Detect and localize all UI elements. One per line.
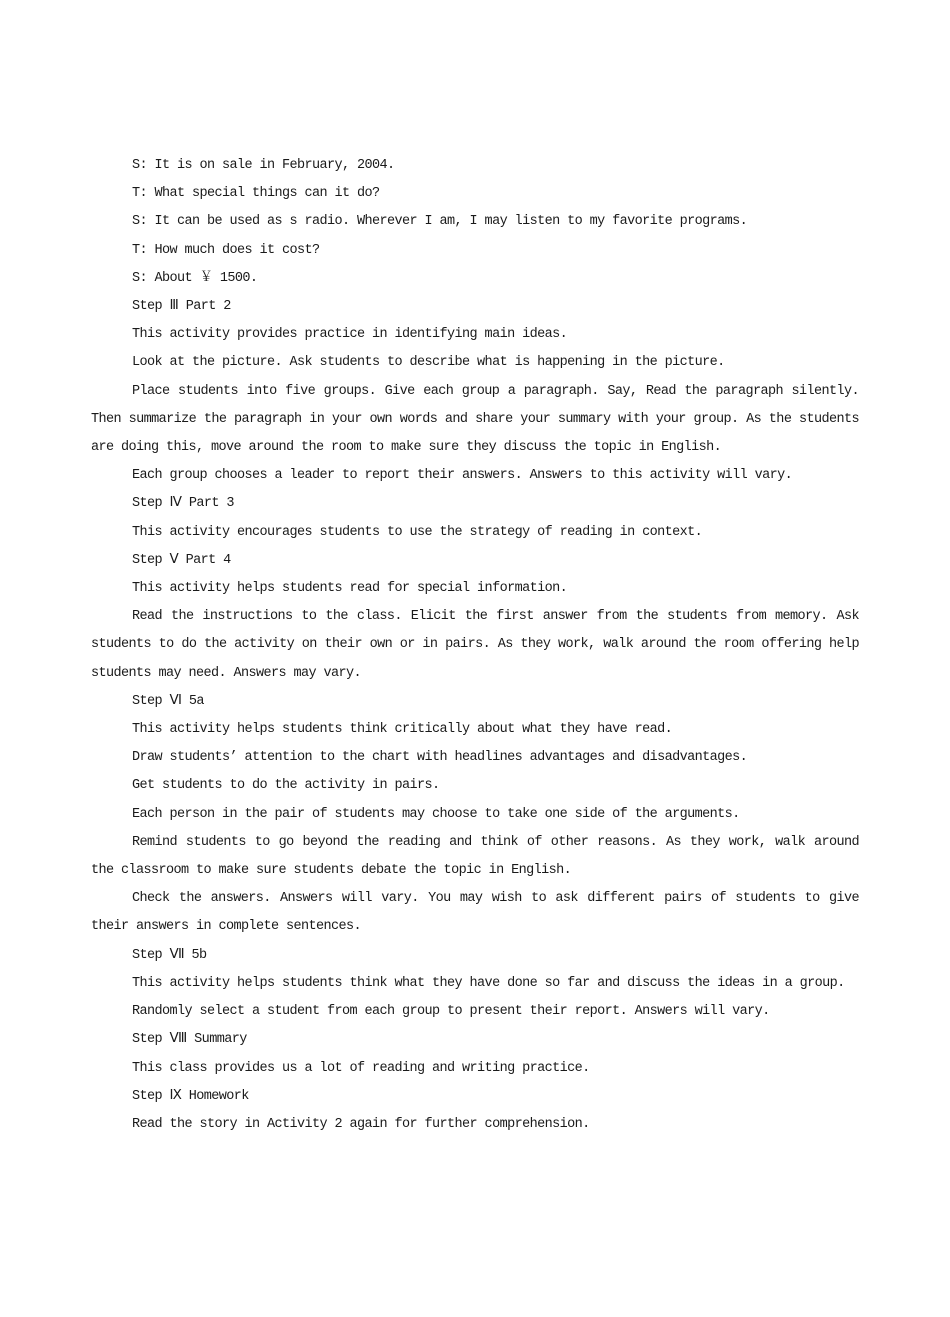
paragraph: T: What special things can it do? bbox=[132, 186, 380, 202]
step-heading: Step Ⅸ Homework bbox=[132, 1088, 249, 1104]
paragraph: This activity helps students read for special information. bbox=[132, 581, 568, 597]
step-heading: Step Ⅲ Part 2 bbox=[132, 299, 231, 315]
paragraph: S: It can be used as s radio. Wherever I am, I may listen to my favorite programs. bbox=[132, 214, 748, 230]
step-heading: Step Ⅳ Part 3 bbox=[132, 496, 234, 512]
paragraph: Get students to do the activity in pairs. bbox=[132, 778, 440, 794]
paragraph: Look at the picture. Ask students to describe what is happening in the picture. bbox=[132, 355, 725, 371]
paragraph: Check the answers. Answers will vary. You may wish to ask different pairs of students to give their answers in complete sentences. bbox=[91, 891, 859, 935]
paragraph: T: How much does it cost? bbox=[132, 242, 320, 258]
paragraph: This activity encourages students to use the strategy of reading in context. bbox=[132, 524, 703, 540]
paragraph: This class provides us a lot of reading and writing practice. bbox=[132, 1060, 590, 1076]
paragraph: Each group chooses a leader to report their answers. Answers to this activity will vary. bbox=[132, 468, 793, 484]
step-heading: Step Ⅶ 5b bbox=[132, 947, 207, 963]
paragraph: Randomly select a student from each group to present their report. Answers will vary. bbox=[132, 1004, 770, 1020]
paragraph: Draw students’ attention to the chart with headlines advantages and disadvantages. bbox=[132, 750, 748, 766]
paragraph: Read the story in Activity 2 again for further comprehension. bbox=[132, 1116, 590, 1132]
step-heading: Step Ⅷ Summary bbox=[132, 1032, 247, 1048]
paragraph: Place students into five groups. Give each group a paragraph. Say, Read the paragraph silently. Then summarize the paragraph in your own words and share your summary with your group. As the students are doing this, move around the room to make sure they discuss the topic in English. bbox=[91, 383, 859, 456]
paragraph: Read the instructions to the class. Elicit the first answer from the students from memory. Ask students to do the activity on their own or in pairs. As they work, walk around the room offering help students may need. Answers may vary. bbox=[91, 609, 859, 681]
paragraph: S: About ￥ 1500. bbox=[132, 270, 258, 286]
step-heading: Step Ⅴ Part 4 bbox=[132, 552, 231, 568]
document-body bbox=[91, 152, 859, 1139]
paragraph: This activity helps students think critically about what they have read. bbox=[132, 722, 673, 738]
step-heading: Step Ⅵ 5a bbox=[132, 693, 204, 709]
paragraph: Each person in the pair of students may choose to take one side of the arguments. bbox=[132, 806, 740, 822]
paragraph: This activity provides practice in identifying main ideas. bbox=[132, 327, 568, 343]
paragraph: This activity helps students think what they have done so far and discuss the ideas in a group. bbox=[132, 975, 845, 991]
paragraph: S: It is on sale in February, 2004. bbox=[132, 158, 395, 173]
paragraph: Remind students to go beyond the reading and think of other reasons. As they work, walk around the classroom to make sure students debate the topic in English. bbox=[91, 834, 859, 879]
